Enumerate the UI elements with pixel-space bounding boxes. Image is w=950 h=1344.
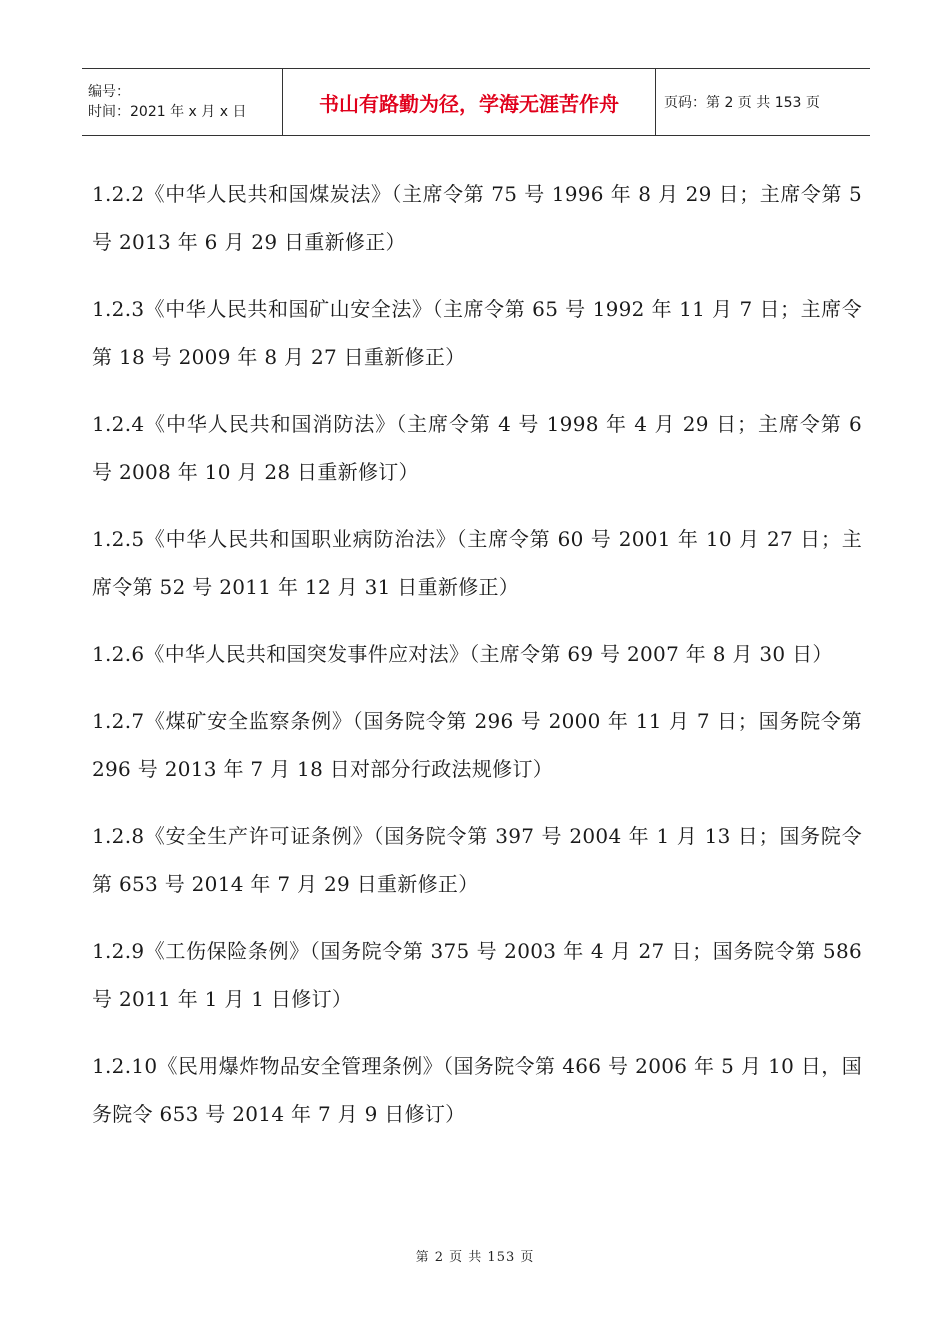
document-body [92,170,862,1157]
motto: 书山有路勤为径，学海无涯苦作舟 [319,91,619,116]
page-footer: 第 2 页 共 153 页 [415,1250,535,1265]
regulation-item: 1.2.2《中华人民共和国煤炭法》（主席令第 75 号 1996 年 8 月 29 日；主席令第 5 号 2013 年 6 月 29 日重新修正） [92,182,862,254]
regulation-item: 1.2.5《中华人民共和国职业病防治法》（主席令第 60 号 2001 年 10 月 27 日；主席令第 52 号 2011 年 12 月 31 日重新修正） [92,527,862,599]
regulation-item: 1.2.4《中华人民共和国消防法》（主席令第 4 号 1998 年 4 月 29 日；主席令第 6 号 2008 年 10 月 28 日重新修订） [92,412,862,484]
regulation-item: 1.2.8《安全生产许可证条例》（国务院令第 397 号 2004 年 1 月 13 日；国务院令第 653 号 2014 年 7 月 29 日重新修正） [92,824,862,896]
header-page-cell [656,69,870,135]
page-label: 页码：第 2 页 共 153 页 [664,95,820,111]
header-motto-cell [282,69,656,135]
document-header [82,68,870,136]
regulation-item: 1.2.9《工伤保险条例》（国务院令第 375 号 2003 年 4 月 27 日；国务院令第 586 号 2011 年 1 月 1 日修订） [92,939,862,1011]
header-meta [82,69,282,135]
regulation-item: 1.2.7《煤矿安全监察条例》（国务院令第 296 号 2000 年 11 月 7 日；国务院令第 296 号 2013 年 7 月 18 日对部分行政法规修订） [92,709,862,781]
regulation-item: 1.2.6《中华人民共和国突发事件应对法》（主席令第 69 号 2007 年 8 月 30 日） [92,642,833,666]
regulation-item: 1.2.10《民用爆炸物品安全管理条例》（国务院令第 466 号 2006 年 5 月 10 日，国务院令 653 号 2014 年 7 月 9 日修订） [92,1054,862,1126]
time-label: 时间：2021 年 x 月 x 日 [88,104,247,120]
regulation-item: 1.2.3《中华人民共和国矿山安全法》（主席令第 65 号 1992 年 11 月 7 日；主席令第 18 号 2009 年 8 月 27 日重新修正） [92,297,862,369]
number-label: 编号： [88,84,130,100]
